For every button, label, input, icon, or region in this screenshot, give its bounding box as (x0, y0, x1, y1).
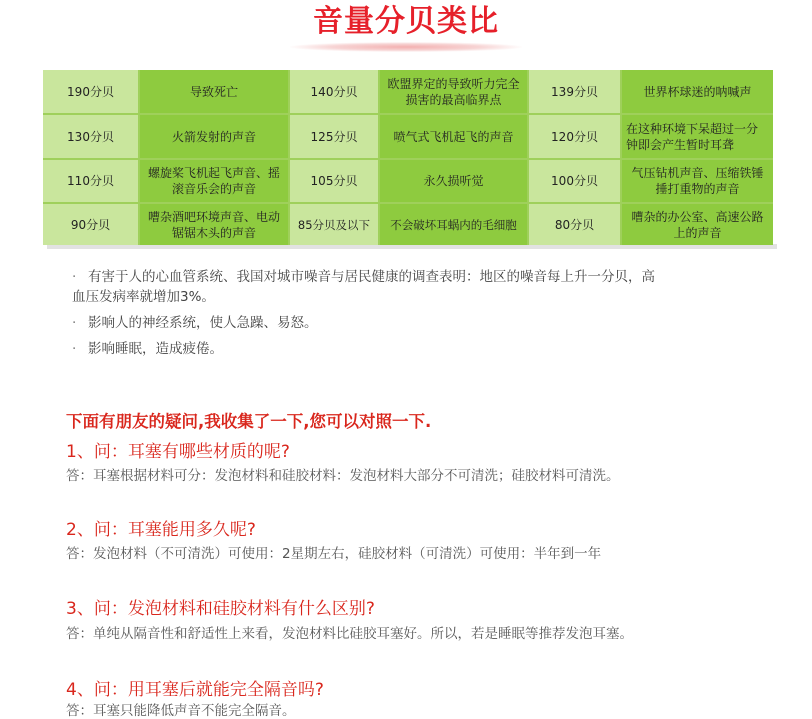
table-desc-cell: 导致死亡 (140, 70, 288, 113)
faq-intro: 下面有朋友的疑问,我收集了一下,您可以对照一下. (66, 412, 432, 431)
faq-answer: 答：耳塞根据材料可分：发泡材料和硅胶材料：发泡材料大部分不可清洗；硅胶材料可清洗。 (66, 468, 620, 484)
table-desc-cell: 喷气式飞机起飞的声音 (380, 115, 527, 158)
faq-question: 4、问：用耳塞后就能完全隔音吗? (66, 680, 324, 700)
bullet-dot: · (72, 315, 77, 331)
faq-question: 3、问：发泡材料和硅胶材料有什么区别? (66, 599, 375, 619)
table-value-cell: 85分贝及以下 (290, 204, 378, 245)
decibel-table (43, 70, 773, 245)
faq-answer: 答：发泡材料（不可清洗）可使用：2星期左右，硅胶材料（可清洗）可使用：半年到一年 (66, 546, 602, 562)
table-value-cell: 130分贝 (43, 115, 138, 158)
faq-question: 2、问：耳塞能用多久呢? (66, 520, 256, 540)
page-title: 音量分贝类比 (313, 4, 499, 39)
table-desc-cell: 火箭发射的声音 (140, 115, 288, 158)
table-desc-cell: 嘈杂的办公室、高速公路上的声音 (622, 204, 773, 245)
table-desc-cell: 永久损听觉 (380, 160, 527, 202)
note-text: 影响睡眠，造成疲倦。 (88, 341, 223, 357)
note-text: 有害于人的心血管系统、我国对城市噪音与居民健康的调查表明：地区的噪音每上升一分贝，高 (88, 269, 655, 285)
table-desc-cell: 在这种环境下呆超过一分钟即会产生暂时耳聋 (622, 115, 773, 158)
note-item (64, 339, 764, 359)
table-value-cell: 139分贝 (529, 70, 620, 113)
table-value-cell: 125分贝 (290, 115, 378, 158)
table-desc-cell: 螺旋桨飞机起飞声音、摇滚音乐会的声音 (140, 160, 288, 202)
table-value-cell: 140分贝 (290, 70, 378, 113)
table-desc-cell: 嘈杂酒吧环境声音、电动锯锯木头的声音 (140, 204, 288, 245)
table-value-cell: 105分贝 (290, 160, 378, 202)
table-value-cell: 110分贝 (43, 160, 138, 202)
note-text: 影响人的神经系统，使人急躁、易怒。 (88, 315, 318, 331)
bullet-dot: · (72, 269, 77, 285)
table-desc-cell: 气压钻机声音、压缩铁锤捶打重物的声音 (622, 160, 773, 202)
title-underline-decoration (290, 42, 522, 52)
table-value-cell: 100分贝 (529, 160, 620, 202)
health-effects-notes (64, 267, 764, 365)
table-value-cell: 80分贝 (529, 204, 620, 245)
faq-answer: 答：单纯从隔音性和舒适性上来看，发泡材料比硅胶耳塞好。所以，若是睡眠等推荐发泡耳塞。 (66, 626, 633, 642)
table-desc-cell: 不会破坏耳蜗内的毛细胞 (380, 204, 527, 245)
note-item (64, 313, 764, 333)
note-item (64, 267, 764, 307)
faq-question: 1、问：耳塞有哪些材质的呢? (66, 442, 290, 462)
bullet-dot: · (72, 341, 77, 357)
table-desc-cell: 欧盟界定的导致听力完全损害的最高临界点 (380, 70, 527, 113)
table-value-cell: 190分贝 (43, 70, 138, 113)
table-value-cell: 90分贝 (43, 204, 138, 245)
faq-answer: 答：耳塞只能降低声音不能完全隔音。 (66, 703, 296, 719)
table-value-cell: 120分贝 (529, 115, 620, 158)
table-desc-cell: 世界杯球迷的呐喊声 (622, 70, 773, 113)
note-text-continued: 血压发病率就增加3%。 (72, 289, 215, 305)
